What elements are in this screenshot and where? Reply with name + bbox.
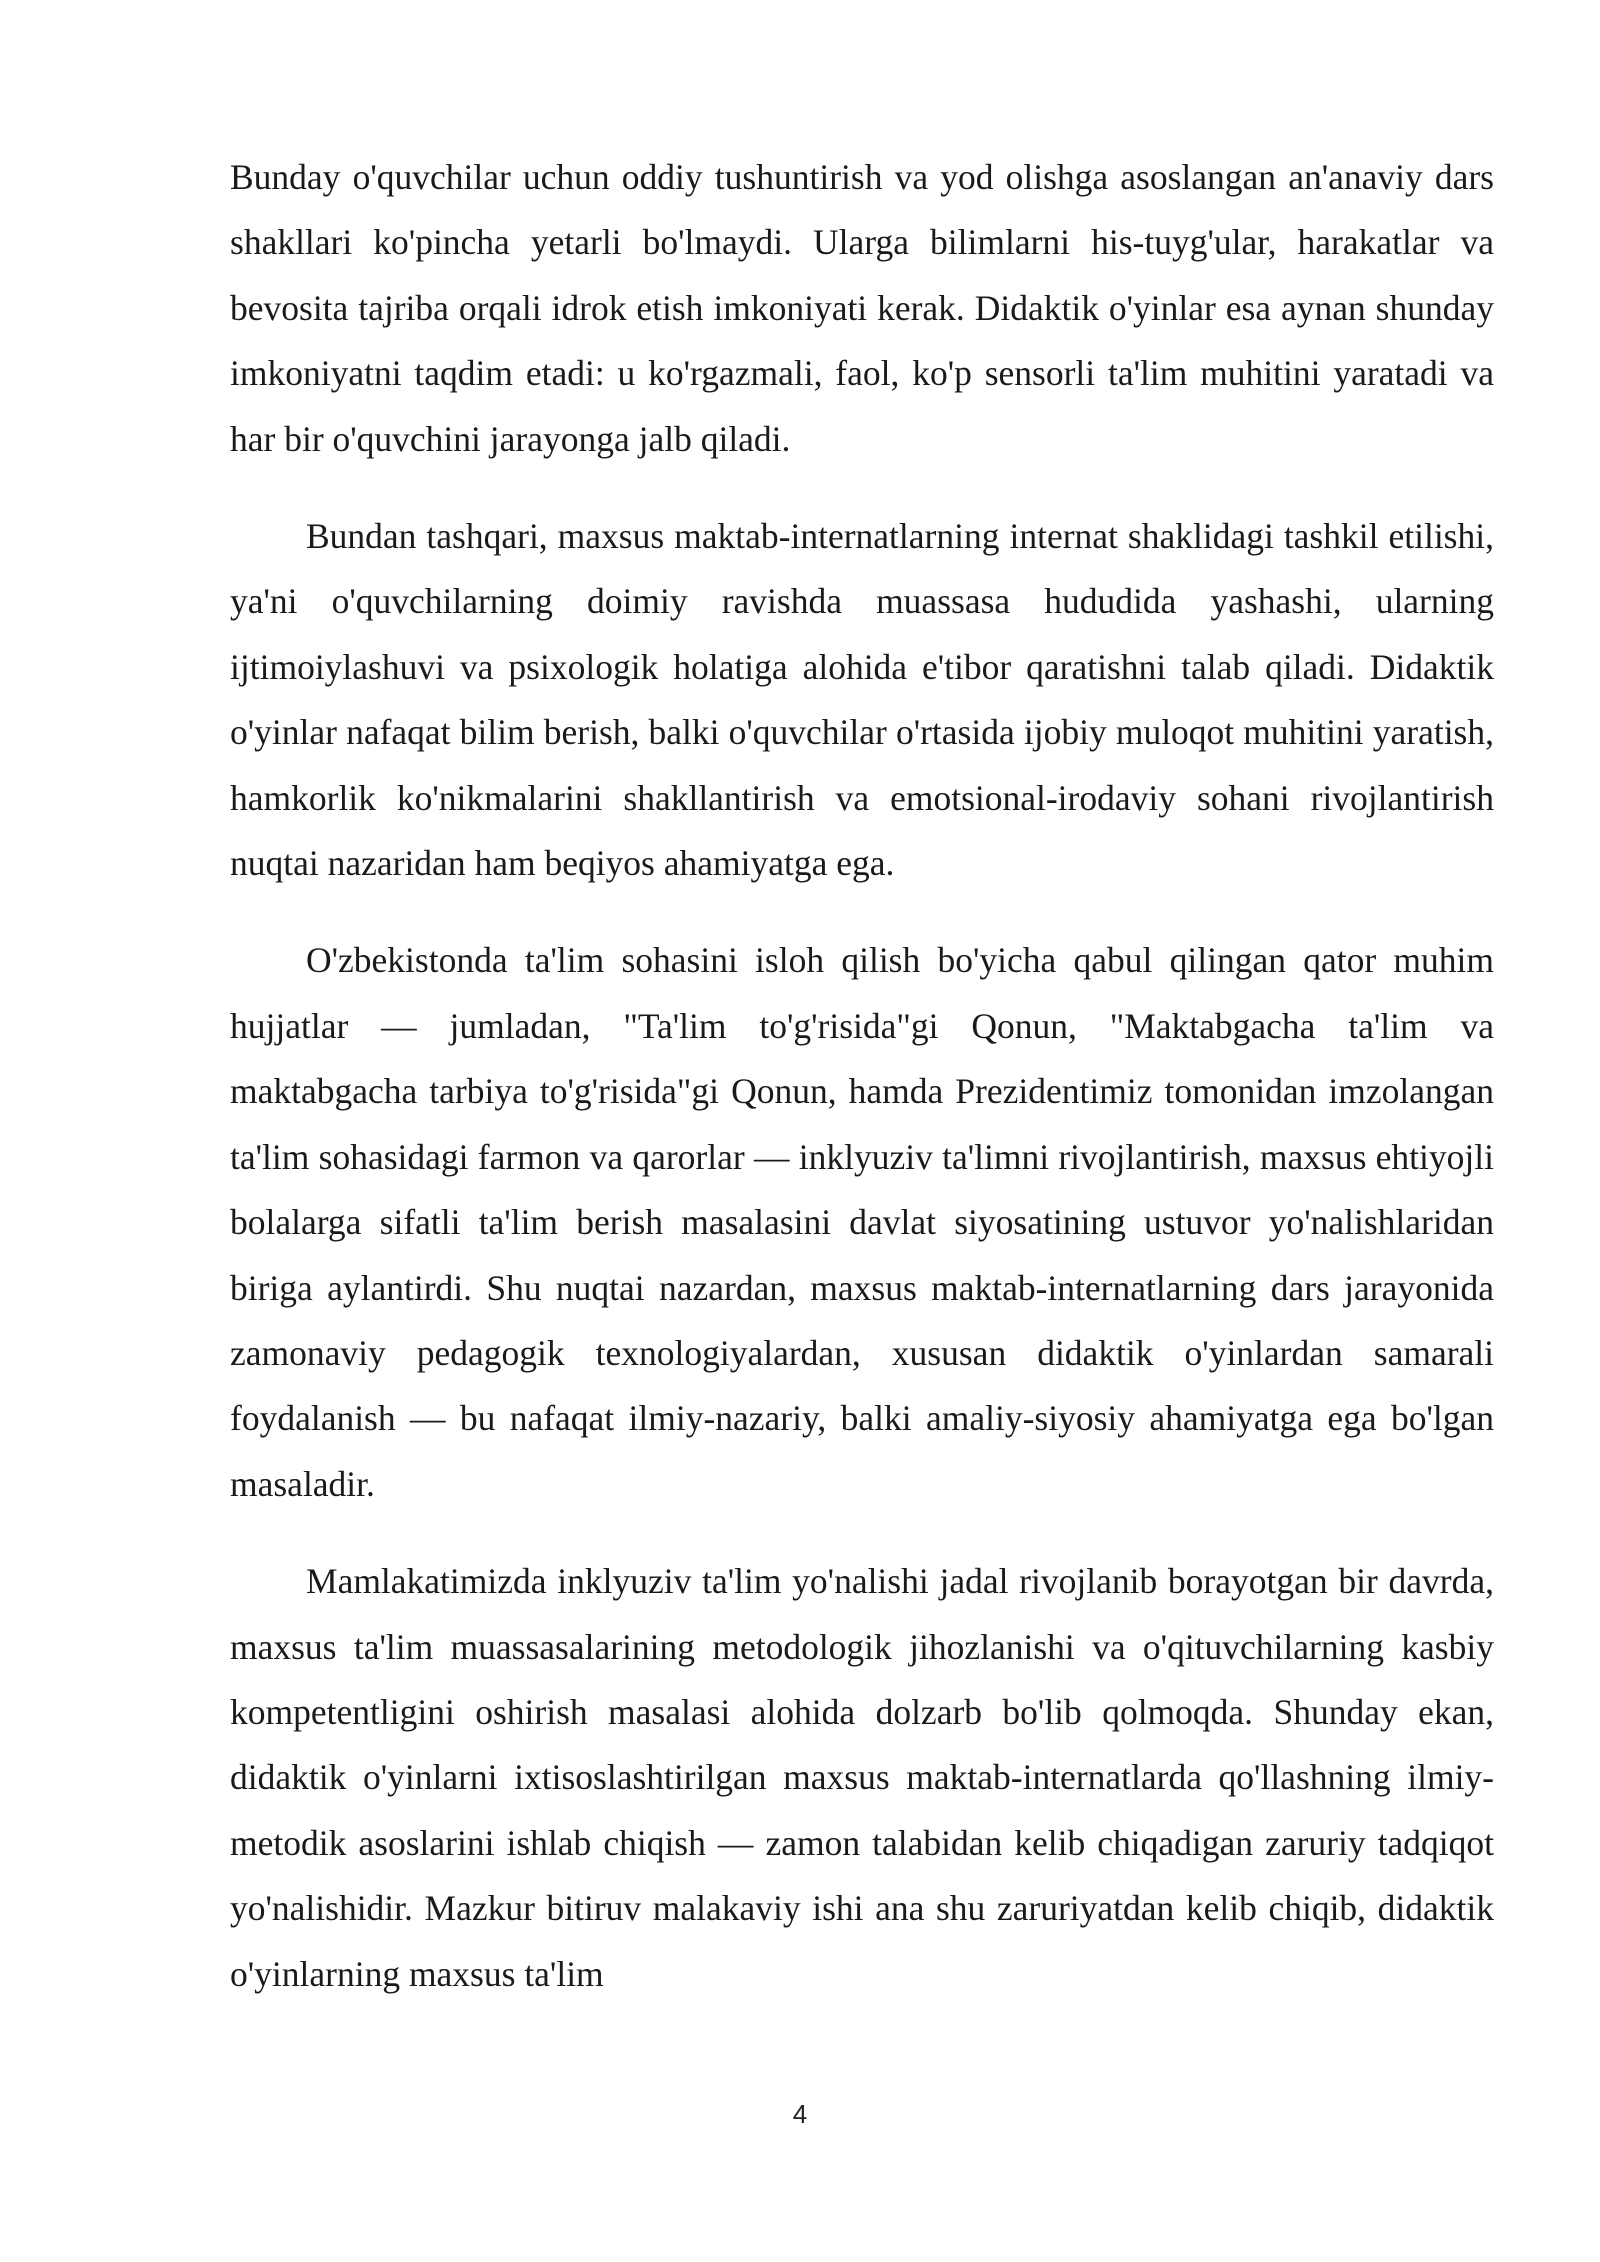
- paragraph-1: Bunday o'quvchilar uchun oddiy tushuntirish va yod olishga asoslangan an'anaviy dars shakllari ko'pincha yetarli bo'lmaydi. Ularga bilimlarni his-tuyg'ular, harakatlar va bevosita tajriba orqali idrok etish imkoniyati kerak. Didaktik o'yinlar esa aynan shunday imkoniyatni taqdim etadi: u ko'rgazmali, faol, ko'p sensorli ta'lim muhitini yaratadi va har bir o'quvchini jarayonga jalb qiladi.: [230, 157, 1494, 459]
- page-number: 4: [792, 2099, 808, 2129]
- paragraph-4: Mamlakatimizda inklyuziv ta'lim yo'nalishi jadal rivojlanib borayotgan bir davrda, maxsus ta'lim muassasalarining metodologik jihozlanishi va o'qituvchilarning kasbiy kompetentligini oshirish masalasi alohida dolzarb bo'lib qolmoqda. Shunday ekan, didaktik o'yinlarni ixtisoslashtirilgan maxsus maktab-internatlarda qo'llashning ilmiy-metodik asoslarini ishlab chiqish — zamon talabidan kelib chiqadigan zaruriy tadqiqot yo'nalishidir. Mazkur bitiruv malakaviy ishi ana shu zaruriyatdan kelib chiqib, didaktik o'yinlarning maxsus ta'lim: [230, 1561, 1494, 1994]
- body-text: [230, 145, 1494, 2039]
- paragraph-2: Bundan tashqari, maxsus maktab-internatlarning internat shaklidagi tashkil etilishi, ya'ni o'quvchilarning doimiy ravishda muassasa hududida yashashi, ularning ijtimoiylashuvi va psixologik holatiga alohida e'tibor qaratishni talab qiladi. Didaktik o'yinlar nafaqat bilim berish, balki o'quvchilar o'rtasida ijobiy muloqot muhitini yaratish, hamkorlik ko'nikmalarini shakllantirish va emotsional-irodaviy sohani rivojlantirish nuqtai nazaridan ham beqiyos ahamiyatga ega.: [230, 516, 1494, 884]
- paragraph-3: O'zbekistonda ta'lim sohasini isloh qilish bo'yicha qabul qilingan qator muhim hujjatlar — jumladan, "Ta'lim to'g'risida"gi Qonun, "Maktabgacha ta'lim va maktabgacha tarbiya to'g'risida"gi Qonun, hamda Prezidentimiz tomonidan imzolangan ta'lim sohasidagi farmon va qarorlar — inklyuziv ta'limni rivojlantirish, maxsus ehtiyojli bolalarga sifatli ta'lim berish masalasini davlat siyosatining ustuvor yo'nalishlaridan biriga aylantirdi. Shu nuqtai nazardan, maxsus maktab-internatlarning dars jarayonida zamonaviy pedagogik texnologiyalardan, xususan didaktik o'yinlardan samarali foydalanish — bu nafaqat ilmiy-nazariy, balki amaliy-siyosiy ahamiyatga ega bo'lgan masaladir.: [230, 940, 1494, 1504]
